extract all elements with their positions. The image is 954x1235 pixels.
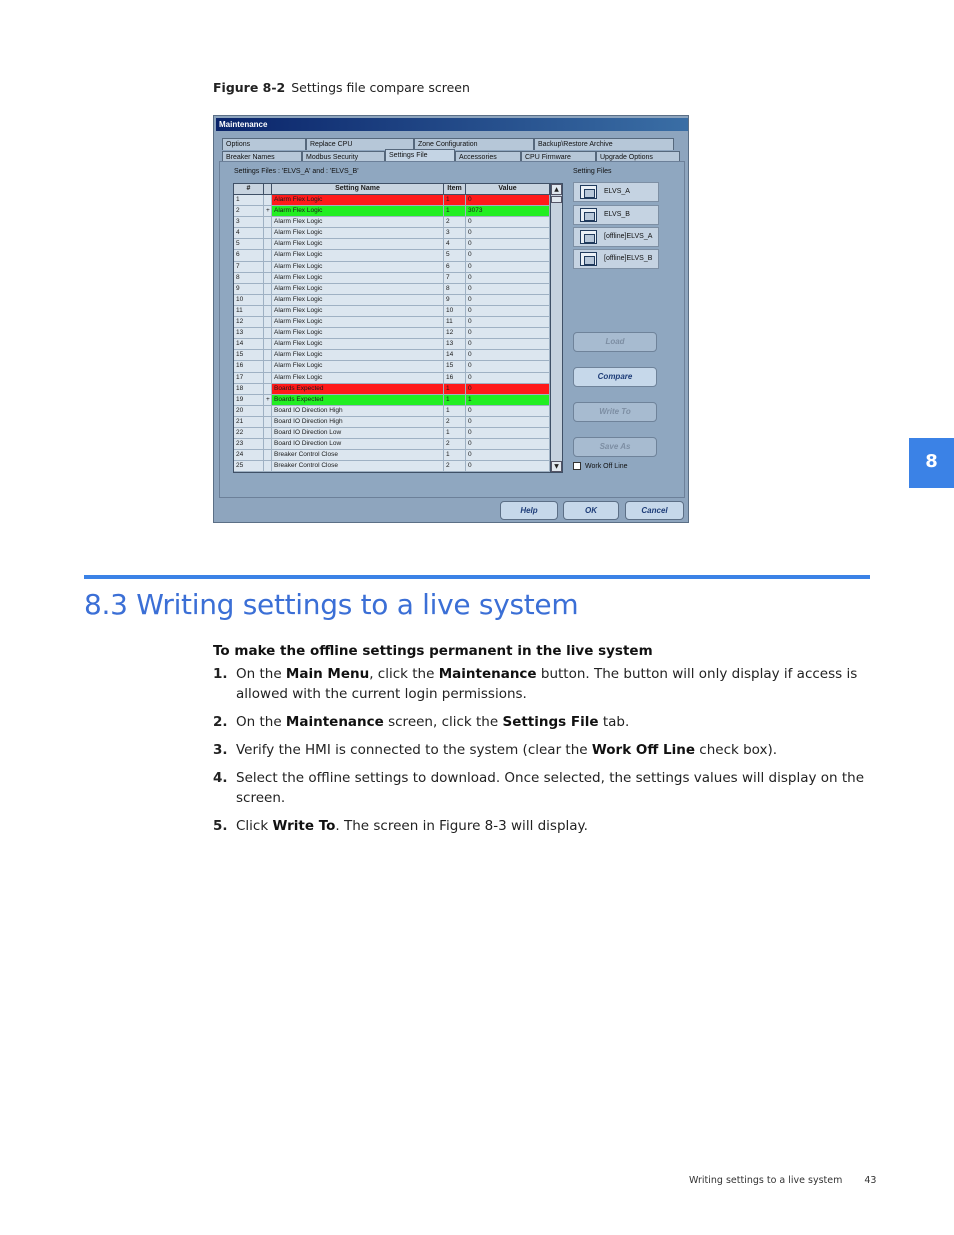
table-cell <box>264 450 272 460</box>
table-row[interactable] <box>234 406 562 417</box>
grid-body <box>234 195 562 472</box>
step-ui-term: Maintenance <box>438 666 537 682</box>
table-cell: 0 <box>466 217 550 227</box>
table-cell <box>264 295 272 305</box>
procedure-title: To make the offline settings permanent in the live system <box>213 643 653 659</box>
tab-replace-cpu[interactable]: Replace CPU <box>306 138 414 150</box>
file-icon <box>580 185 597 199</box>
table-cell: 19 <box>234 395 264 405</box>
file-name: ELVS_B <box>604 211 630 218</box>
table-cell: Alarm Flex Logic <box>272 250 444 260</box>
table-cell: Alarm Flex Logic <box>272 339 444 349</box>
table-cell: 0 <box>466 350 550 360</box>
checkbox-box[interactable] <box>573 462 581 470</box>
step-text: Select the offline settings to download. Once selected, the settings values will display on the screen. <box>236 770 865 806</box>
table-cell: 23 <box>234 439 264 449</box>
table-cell: Board IO Direction High <box>272 406 444 416</box>
table-row[interactable] <box>234 262 562 273</box>
table-cell: 0 <box>466 417 550 427</box>
table-cell <box>264 273 272 283</box>
table-cell: 18 <box>234 384 264 394</box>
table-cell <box>264 262 272 272</box>
table-row[interactable] <box>234 228 562 239</box>
table-cell <box>264 439 272 449</box>
column-header[interactable]: # <box>234 184 264 194</box>
table-cell: 20 <box>234 406 264 416</box>
step-number: 1. <box>213 666 228 682</box>
table-cell: 0 <box>466 273 550 283</box>
column-header[interactable] <box>264 184 272 194</box>
table-cell: 2 <box>444 217 466 227</box>
table-row[interactable] <box>234 328 562 339</box>
save-as-button[interactable]: Save As <box>573 437 657 457</box>
step-text: check box). <box>695 742 778 758</box>
table-cell: + <box>264 206 272 216</box>
table-cell: 11 <box>234 306 264 316</box>
table-cell: 0 <box>466 250 550 260</box>
table-row[interactable] <box>234 350 562 361</box>
table-cell: 12 <box>444 328 466 338</box>
table-cell: 0 <box>466 239 550 249</box>
table-cell: 1 <box>444 395 466 405</box>
table-row[interactable] <box>234 395 562 406</box>
load-button[interactable]: Load <box>573 332 657 352</box>
table-cell: 15 <box>234 350 264 360</box>
figure-label: Figure 8-2 <box>213 80 286 95</box>
tab-breaker-names[interactable]: Breaker Names <box>222 151 302 163</box>
table-cell <box>264 306 272 316</box>
figure-caption-text: Settings file compare screen <box>291 80 470 95</box>
table-cell: 24 <box>234 450 264 460</box>
step-text: On the <box>236 714 286 730</box>
table-row[interactable] <box>234 195 562 206</box>
table-cell: 0 <box>466 428 550 438</box>
table-row[interactable] <box>234 373 562 384</box>
setting-file-item[interactable] <box>573 205 659 225</box>
step-number: 5. <box>213 818 228 834</box>
step-text: button. The button will only display if access is allowed with the current login permissions. <box>236 666 858 702</box>
setting-file-item[interactable] <box>573 249 659 269</box>
step-number: 4. <box>213 770 228 786</box>
table-cell: 2 <box>444 461 466 471</box>
table-cell: 0 <box>466 228 550 238</box>
table-cell: 0 <box>466 361 550 371</box>
table-cell <box>264 328 272 338</box>
table-cell: 3 <box>234 217 264 227</box>
grid-scrollbar[interactable] <box>550 184 562 472</box>
table-cell <box>264 406 272 416</box>
file-name: [offline]ELVS_A <box>604 233 653 240</box>
work-off-line-label: Work Off Line <box>585 462 628 470</box>
table-cell: Alarm Flex Logic <box>272 317 444 327</box>
table-cell: 1 <box>444 428 466 438</box>
chapter-tab: 8 <box>909 438 954 488</box>
table-cell: 1 <box>444 384 466 394</box>
table-row[interactable] <box>234 273 562 284</box>
step-text: On the <box>236 666 286 682</box>
table-cell: 0 <box>466 384 550 394</box>
table-cell: Alarm Flex Logic <box>272 239 444 249</box>
table-row[interactable] <box>234 417 562 428</box>
table-cell: 0 <box>466 262 550 272</box>
file-name: ELVS_A <box>604 188 630 195</box>
table-cell: 22 <box>234 428 264 438</box>
table-cell: Board IO Direction Low <box>272 428 444 438</box>
table-cell <box>264 384 272 394</box>
maintenance-window <box>213 115 689 523</box>
table-cell: 25 <box>234 461 264 471</box>
grid-header <box>234 184 562 195</box>
table-row[interactable] <box>234 295 562 306</box>
table-cell: 2 <box>444 417 466 427</box>
table-cell <box>264 428 272 438</box>
table-cell: 1 <box>444 406 466 416</box>
table-row[interactable] <box>234 239 562 250</box>
tab-modbus-security[interactable]: Modbus Security <box>302 151 385 163</box>
scroll-up-arrow-icon[interactable]: ▲ <box>551 184 562 195</box>
table-row[interactable] <box>234 339 562 350</box>
table-cell: 0 <box>466 461 550 471</box>
table-cell: 4 <box>444 239 466 249</box>
step-text: , click the <box>369 666 439 682</box>
file-icon <box>580 252 597 266</box>
table-cell: 1 <box>444 206 466 216</box>
column-header[interactable]: Setting Name <box>272 184 444 194</box>
table-cell: 0 <box>466 317 550 327</box>
ok-button[interactable]: OK <box>563 501 619 520</box>
table-row[interactable] <box>234 206 562 217</box>
table-cell: Boards Expected <box>272 395 444 405</box>
tab-settings-file[interactable]: Settings File <box>385 149 455 163</box>
step-text: Click <box>236 818 273 834</box>
procedure-step <box>213 816 873 836</box>
table-cell: 1 <box>444 450 466 460</box>
table-row[interactable] <box>234 428 562 439</box>
file-name: [offline]ELVS_B <box>604 255 653 262</box>
setting-files-label: Setting Files <box>573 168 612 175</box>
table-cell: Alarm Flex Logic <box>272 328 444 338</box>
table-row[interactable] <box>234 217 562 228</box>
procedure-step <box>213 768 873 808</box>
table-cell: 15 <box>444 361 466 371</box>
table-cell: Alarm Flex Logic <box>272 306 444 316</box>
table-cell: 9 <box>444 295 466 305</box>
table-cell: Alarm Flex Logic <box>272 262 444 272</box>
table-cell: 4 <box>234 228 264 238</box>
table-cell: 6 <box>234 250 264 260</box>
table-cell: 13 <box>234 328 264 338</box>
table-cell <box>264 195 272 205</box>
table-cell: Breaker Control Close <box>272 461 444 471</box>
table-cell: 0 <box>466 328 550 338</box>
table-cell: 1 <box>444 195 466 205</box>
table-row[interactable] <box>234 384 562 395</box>
scroll-down-arrow-icon[interactable]: ▼ <box>551 461 562 472</box>
settings-files-label: Settings Files : 'ELVS_A' and : 'ELVS_B' <box>234 168 359 175</box>
table-cell: 7 <box>444 273 466 283</box>
step-ui-term: Maintenance <box>285 714 384 730</box>
step-text: screen, click the <box>383 714 503 730</box>
table-cell: Board IO Direction High <box>272 417 444 427</box>
page-footer <box>689 1175 876 1186</box>
table-row[interactable] <box>234 284 562 295</box>
table-cell: 6 <box>444 262 466 272</box>
cancel-button[interactable]: Cancel <box>625 501 684 520</box>
help-button[interactable]: Help <box>500 501 558 520</box>
table-cell: Alarm Flex Logic <box>272 361 444 371</box>
table-cell <box>264 317 272 327</box>
table-cell: 17 <box>234 373 264 383</box>
procedure-steps <box>213 664 873 844</box>
table-cell: 0 <box>466 284 550 294</box>
table-cell: 0 <box>466 195 550 205</box>
work-off-line-checkbox[interactable] <box>573 462 628 470</box>
table-cell: 13 <box>444 339 466 349</box>
table-cell: Breaker Control Close <box>272 450 444 460</box>
procedure-step <box>213 712 873 732</box>
table-cell <box>264 373 272 383</box>
page-number: 43 <box>864 1175 877 1186</box>
table-cell: Alarm Flex Logic <box>272 295 444 305</box>
tab-backup-restore-archive[interactable]: Backup\Restore Archive <box>534 138 674 150</box>
table-row[interactable] <box>234 461 562 472</box>
table-cell: 0 <box>466 295 550 305</box>
table-cell: 3073 <box>466 206 550 216</box>
table-cell <box>264 284 272 294</box>
table-cell: 21 <box>234 417 264 427</box>
table-cell: + <box>264 395 272 405</box>
table-cell: 0 <box>466 439 550 449</box>
file-icon <box>580 230 597 244</box>
table-cell: 8 <box>444 284 466 294</box>
table-cell: Alarm Flex Logic <box>272 350 444 360</box>
table-cell: 0 <box>466 339 550 349</box>
window-title: Maintenance <box>216 118 688 131</box>
table-cell: 14 <box>234 339 264 349</box>
step-text: tab. <box>598 714 630 730</box>
figure-caption <box>213 80 470 95</box>
table-cell: 1 <box>234 195 264 205</box>
table-cell: Board IO Direction Low <box>272 439 444 449</box>
procedure-step <box>213 664 873 704</box>
table-row[interactable] <box>234 439 562 450</box>
table-cell: 0 <box>466 373 550 383</box>
settings-grid[interactable] <box>233 183 563 473</box>
step-ui-term: Settings File <box>502 714 599 730</box>
table-cell <box>264 461 272 471</box>
section-heading: 8.3 Writing settings to a live system <box>84 588 579 621</box>
step-text: . The screen in Figure 8-3 will display. <box>335 818 588 834</box>
tab-cpu-firmware[interactable]: CPU Firmware <box>521 151 596 163</box>
table-cell: Boards Expected <box>272 384 444 394</box>
table-cell: 0 <box>466 306 550 316</box>
table-cell <box>264 350 272 360</box>
table-cell: 3 <box>444 228 466 238</box>
setting-file-item[interactable] <box>573 182 659 202</box>
table-cell <box>264 217 272 227</box>
setting-file-item[interactable] <box>573 227 659 247</box>
step-ui-term: Main Menu <box>285 666 370 682</box>
file-icon <box>580 208 597 222</box>
table-cell: Alarm Flex Logic <box>272 228 444 238</box>
tab-upgrade-options[interactable]: Upgrade Options <box>596 151 680 163</box>
step-text: Verify the HMI is connected to the system (clear the <box>236 742 592 758</box>
table-cell: Alarm Flex Logic <box>272 273 444 283</box>
table-cell <box>264 228 272 238</box>
step-ui-term: Write To <box>272 818 336 834</box>
table-cell: 5 <box>234 239 264 249</box>
table-cell: Alarm Flex Logic <box>272 206 444 216</box>
table-cell <box>264 417 272 427</box>
footer-title: Writing settings to a live system <box>689 1175 843 1186</box>
tab-accessories[interactable]: Accessories <box>455 151 521 163</box>
table-row[interactable] <box>234 361 562 372</box>
table-cell: Alarm Flex Logic <box>272 195 444 205</box>
table-cell: 9 <box>234 284 264 294</box>
step-ui-term: Work Off Line <box>591 742 695 758</box>
tab-zone-configuration[interactable]: Zone Configuration <box>414 138 534 150</box>
column-header[interactable]: Item <box>444 184 466 194</box>
table-cell: 12 <box>234 317 264 327</box>
table-cell: 1 <box>466 395 550 405</box>
table-cell: 0 <box>466 406 550 416</box>
compare-button[interactable]: Compare <box>573 367 657 387</box>
table-cell: 14 <box>444 350 466 360</box>
table-cell: 8 <box>234 273 264 283</box>
table-cell <box>264 339 272 349</box>
table-row[interactable] <box>234 306 562 317</box>
table-row[interactable] <box>234 317 562 328</box>
table-cell: 11 <box>444 317 466 327</box>
table-cell <box>264 250 272 260</box>
table-cell <box>264 239 272 249</box>
table-cell: 2 <box>444 439 466 449</box>
table-row[interactable] <box>234 250 562 261</box>
table-cell: 10 <box>444 306 466 316</box>
table-cell: Alarm Flex Logic <box>272 217 444 227</box>
table-cell: 2 <box>234 206 264 216</box>
table-cell: 10 <box>234 295 264 305</box>
table-row[interactable] <box>234 450 562 461</box>
table-cell: 7 <box>234 262 264 272</box>
step-number: 3. <box>213 742 228 758</box>
table-cell <box>264 361 272 371</box>
table-cell: Alarm Flex Logic <box>272 284 444 294</box>
table-cell: 16 <box>444 373 466 383</box>
column-header[interactable]: Value <box>466 184 550 194</box>
section-rule <box>84 575 870 579</box>
tab-options[interactable]: Options <box>222 138 306 150</box>
table-cell: Alarm Flex Logic <box>272 373 444 383</box>
table-cell: 5 <box>444 250 466 260</box>
procedure-step <box>213 740 873 760</box>
write-to-button[interactable]: Write To <box>573 402 657 422</box>
scroll-thumb[interactable] <box>551 196 562 203</box>
table-cell: 16 <box>234 361 264 371</box>
table-cell: 0 <box>466 450 550 460</box>
step-number: 2. <box>213 714 228 730</box>
